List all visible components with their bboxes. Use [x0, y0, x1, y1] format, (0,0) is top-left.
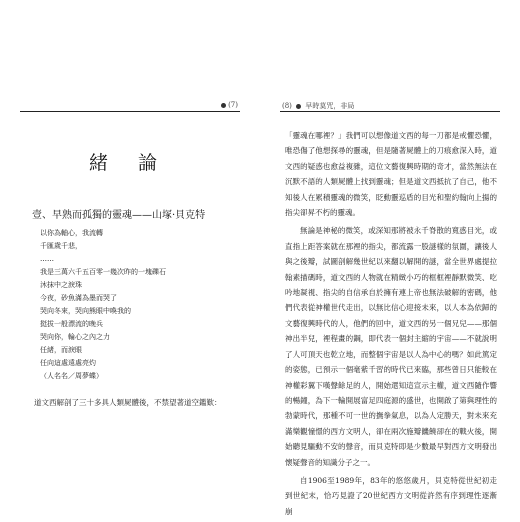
paragraph: 自1906至1989年，83年的悠悠歲月，貝克特從世紀初走到世紀末，恰巧見證了20世紀西方文明從許然有序到理性逐漸崩	[285, 475, 497, 516]
poem-line: 任向這處遠處亮灼	[40, 359, 96, 367]
page-number: (8)	[282, 102, 292, 110]
poem-line: 哭向冬來，哭向熊眼中喚我的	[40, 307, 131, 315]
poem-line: 哭向你，輪心之內之力	[40, 333, 110, 341]
poem-line: 以你為軸心，我流轉	[40, 229, 103, 237]
body-text: 道文西解剖了三十多具人類屍體後，不禁望著道空鑑歎：	[34, 398, 222, 407]
header-rule	[20, 111, 240, 112]
poem-line: 我是三萬六千五百零一幾次昨的一塊礫石	[40, 268, 166, 276]
poem-line: 今夜，砂魚滿為墨而哭了	[40, 294, 117, 302]
bullet-icon	[296, 104, 301, 109]
poem-line: 任緒，而淚眼	[40, 346, 82, 354]
left-page	[0, 0, 258, 500]
paragraph: 無論是神秘的微笑，或深知那將被永千脊散的寬惑目光，或直指上距答案就在那裡的指尖，都流露一股謎樣的氛圍，讓後人與之後瓣，試圖剖解幾世紀以來翻以解開的謎，當全世界處提拉翰素描碼時，道文西的人物就在精緻小巧的框框裡靜默微笑、吃吟地凝視、指尖的自信承自於擁有連上帝也無法破解的密碼，他們代表從神權世代走出，以無比信心迎接未來，以人本為依歸的文藝復興時代的人，他們的回中，道文西的另一個兄兒——那個神出半兒，裡程畫的鋼，即代表一個封主縮的宇宙——不就說明了人可頂天也乾立地，而整個宇宙是以人為中心的嗎？如此篤定的姿態，已預示一個毫紫千習的時代已來臨，那些曾日只能較在神權彩翼下嘆聲餘足的人，開始還知這宣示主權，道文西隨作響的暢鐘，為下一輪開展富足四庭源的盛世，也開啟了第與理性的勃蒙時代，那種不可一世的撫拳氣息，以為人定勝天，對未來充滿樂觀憧憬的西方文明人，卻在兩次施瓣饑饒卻在的戰火後，開始聽見驅動不安的聲音，而貝克特即是少數最早對西方文明發出懷疑聲音的知識分子之一。	[285, 226, 497, 467]
header-rule	[280, 111, 500, 112]
paragraph: 「靈魂在哪裡？」我們可以想像道文西的每一刀都是戒懼恐懼，唯恐傷了他想探尋的靈魂，但是隨著屍體上的刀痕愈深入時，道文西的疑惑也愈益複雜，這位文藝復興時期的奇才，當然無法在沉默不語的人類屍體上找到靈魂；但是道文西抵抗了自己，他不知後人在累積靈魂的微笑，眨動靈巡盾的目光和聖約翰向上揚的指尖卻昇不朽的靈魂。	[285, 131, 497, 218]
section-title: 壹、早熟而孤獨的靈魂——山塚·貝克特	[32, 210, 206, 221]
running-title: 早時莫咒，非局	[305, 102, 355, 110]
chapter-title: 緒 論	[88, 152, 170, 174]
page-header	[282, 101, 354, 111]
poem-line: 沐抹中之淚珠	[40, 281, 82, 289]
right-page	[262, 0, 520, 516]
poem-line: 挺拔一般漂流的晚兵	[40, 320, 103, 328]
body-text	[285, 128, 497, 522]
poem-line: ……	[40, 255, 54, 263]
poem-attribution: （人名名／周夢蝶）	[40, 372, 103, 380]
poem-line: 千匯歲千悲，	[40, 242, 82, 250]
bullet-icon	[221, 103, 226, 108]
page-number: (7)	[228, 101, 238, 109]
page-header	[219, 101, 238, 109]
epigraph-poem	[40, 227, 166, 383]
